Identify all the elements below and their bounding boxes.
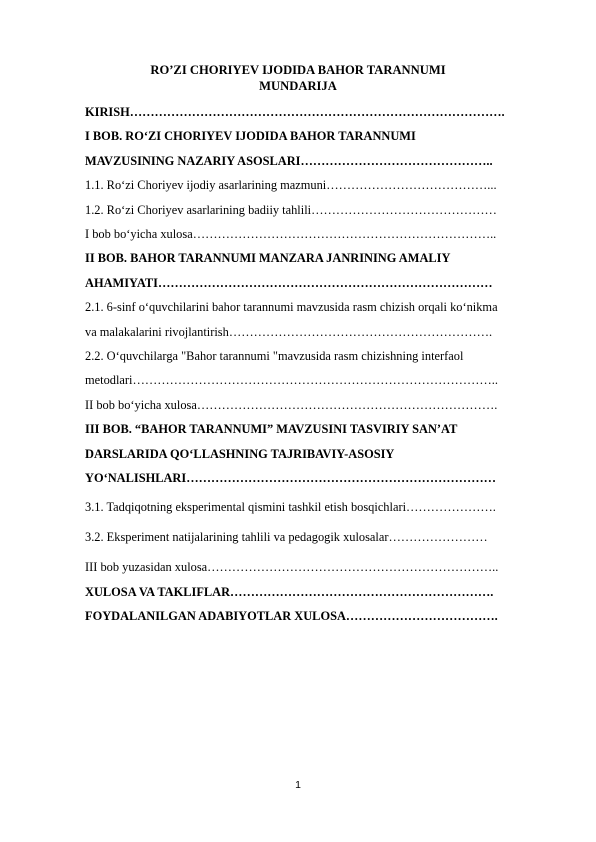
toc-entry-3-1[interactable]: 3.1. Tadqiqotning eksperimental qismini tashkil etish bosqichlari…………………. [85,499,496,514]
toc-entry-chapter-3-cont2[interactable]: YO‘NALISHLARI………………………………………………………………… [85,471,496,486]
page-number: 1 [295,779,301,791]
toc-entry-kirish[interactable]: KIRISH………………………………………………………………………………. [85,105,505,119]
toc-entry-chapter-1-summary[interactable]: I bob bo‘yicha xulosa……………………………………………………………….. [85,227,497,242]
toc-entry-3-2[interactable]: 3.2. Eksperiment natijalarining tahlili va pedagogik xulosalar…………………… [85,529,488,544]
toc-entry-chapter-2-summary[interactable]: II bob bo‘yicha xulosa………………………………………………………………. [85,397,498,412]
document-title: RO’ZI CHORIYEV IJODIDA BAHOR TARANNUMI [150,63,446,77]
toc-entry-chapter-3-summary[interactable]: III bob yuzasidan xulosa…………………………………………………………….. [85,560,499,575]
table-of-contents [85,100,555,629]
toc-entry-2-1-cont[interactable]: va malakalarini rivojlantirish………………………………………………………. [85,324,493,339]
toc-entry-conclusion[interactable]: XULOSA VA TAKLIFLAR………………………………………………………. [85,584,494,599]
toc-entry-1-2[interactable]: 1.2. Ro‘zi Choriyev asarlarining badiiy tahlili……………………………………… [85,202,497,217]
toc-entry-2-1[interactable]: 2.1. 6-sinf o‘quvchilarini bahor tarannumi mavzusida rasm chizish orqali ko‘nikma [85,300,498,315]
toc-entry-1-1[interactable]: 1.1. Ro‘zi Choriyev ijodiy asarlarining mazmuni…………………………………... [85,178,497,193]
contents-heading: MUNDARIJA [259,79,337,93]
toc-entry-chapter-2[interactable]: II BOB. BAHOR TARANNUMI MANZARA JANRINING AMALIY [85,251,451,266]
toc-entry-references[interactable]: FOYDALANILGAN ADABIYOTLAR XULOSA………………………………. [85,609,498,624]
toc-entry-chapter-3[interactable]: III BOB. “BAHOR TARANNUMI” MAVZUSINI TASVIRIY SAN’AT [85,422,458,437]
toc-entry-chapter-1-cont[interactable]: MAVZUSINING NAZARIY ASOSLARI……………………………………….. [85,153,493,168]
toc-entry-2-2-cont[interactable]: metodlari…………………………………………………………………………….. [85,373,499,388]
toc-entry-2-2[interactable]: 2.2. O‘quvchilarga "Bahor tarannumi "mavzusida rasm chizishning interfaol [85,349,464,364]
toc-entry-chapter-1[interactable]: I BOB. RO‘ZI CHORIYEV IJODIDA BAHOR TARANNUMI [85,129,416,144]
toc-entry-chapter-3-cont[interactable]: DARSLARIDA QO‘LLASHNING TAJRIBAVIY-ASOSIY [85,446,395,461]
toc-entry-chapter-2-cont[interactable]: AHAMIYATI……………………………………………………………………… [85,275,493,290]
